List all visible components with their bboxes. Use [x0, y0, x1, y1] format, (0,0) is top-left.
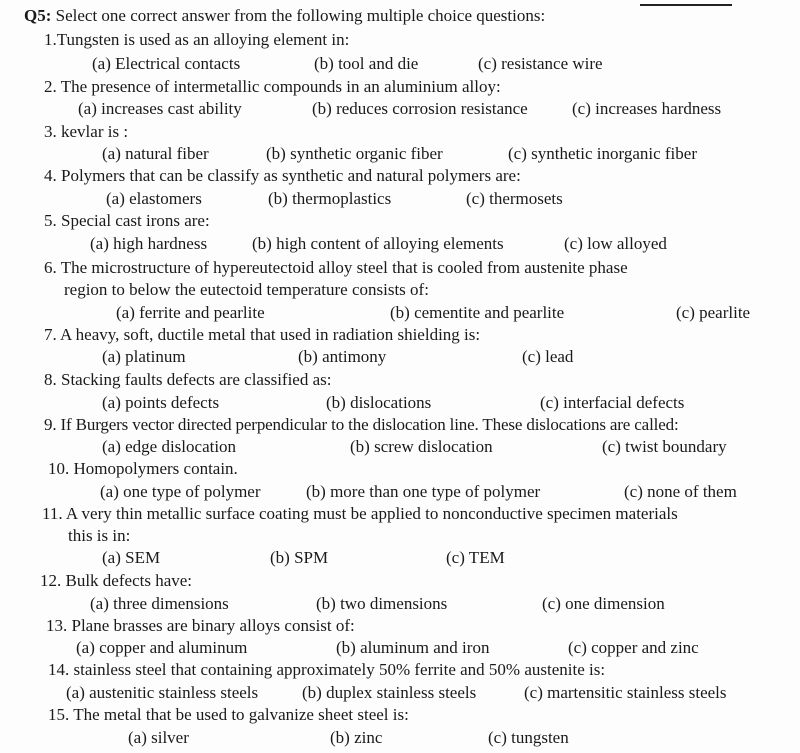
q5-option-c[interactable]: (c) low alloyed	[564, 234, 667, 253]
q1-option-c[interactable]: (c) resistance wire	[478, 54, 603, 73]
q15-option-b[interactable]: (b) zinc	[330, 728, 383, 747]
q7-option-a[interactable]: (a) platinum	[102, 347, 186, 366]
q9-option-b[interactable]: (b) screw dislocation	[350, 437, 493, 456]
question-header	[24, 6, 545, 26]
q8-option-b[interactable]: (b) dislocations	[326, 393, 432, 412]
q7-option-b[interactable]: (b) antimony	[298, 347, 387, 366]
question-15: 15. The metal that be used to galvanize sheet steel is:	[48, 705, 409, 724]
q11-option-c[interactable]: (c) TEM	[446, 548, 505, 567]
question-14: 14. stainless steel that containing approximately 50% ferrite and 50% austenite is:	[48, 660, 606, 679]
q6-option-c[interactable]: (c) pearlite	[676, 303, 751, 322]
question-label: Q5:	[24, 6, 52, 25]
question-11: 11. A very thin metallic surface coating must be applied to nonconductive specimen materials	[42, 504, 678, 523]
top-edge-mark	[640, 0, 732, 6]
q10-option-a[interactable]: (a) one type of polymer	[100, 482, 261, 501]
q2-option-a[interactable]: (a) increases cast ability	[78, 99, 242, 118]
q9-option-a[interactable]: (a) edge dislocation	[102, 437, 237, 456]
q8-option-c[interactable]: (c) interfacial defects	[540, 393, 685, 412]
q14-option-a[interactable]: (a) austenitic stainless steels	[66, 683, 259, 702]
q13-option-a[interactable]: (a) copper and aluminum	[76, 638, 248, 657]
q13-option-b[interactable]: (b) aluminum and iron	[336, 638, 490, 657]
question-12: 12. Bulk defects have:	[40, 571, 193, 590]
q4-option-b[interactable]: (b) thermoplastics	[268, 189, 392, 208]
question-1: 1.Tungsten is used as an alloying element in:	[44, 30, 350, 49]
q3-option-a[interactable]: (a) natural fiber	[102, 144, 209, 163]
q12-option-b[interactable]: (b) two dimensions	[316, 594, 448, 613]
question-5: 5. Special cast irons are:	[44, 211, 210, 230]
q13-option-c[interactable]: (c) copper and zinc	[568, 638, 699, 657]
question-6-continued: region to below the eutectoid temperature consists of:	[64, 280, 429, 299]
q2-option-b[interactable]: (b) reduces corrosion resistance	[312, 99, 528, 118]
q9-option-c[interactable]: (c) twist boundary	[602, 437, 727, 456]
question-3: 3. kevlar is :	[44, 122, 129, 141]
q10-option-b[interactable]: (b) more than one type of polymer	[306, 482, 541, 501]
q12-option-c[interactable]: (c) one dimension	[542, 594, 665, 613]
question-6: 6. The microstructure of hypereutectoid alloy steel that is cooled from austenite phase	[44, 258, 628, 277]
question-instruction: Select one correct answer from the following multiple choice questions:	[55, 6, 546, 25]
q12-option-a[interactable]: (a) three dimensions	[90, 594, 229, 613]
q2-option-c[interactable]: (c) increases hardness	[572, 99, 722, 118]
q7-option-c[interactable]: (c) lead	[522, 347, 574, 366]
q6-option-a[interactable]: (a) ferrite and pearlite	[116, 303, 265, 322]
question-8: 8. Stacking faults defects are classified as:	[44, 370, 332, 389]
q5-option-a[interactable]: (a) high hardness	[90, 234, 208, 253]
q3-option-c[interactable]: (c) synthetic inorganic fiber	[508, 144, 697, 163]
question-9: 9. If Burgers vector directed perpendicular to the dislocation line. These dislocations are called:	[44, 415, 679, 434]
q6-option-b[interactable]: (b) cementite and pearlite	[390, 303, 565, 322]
question-13: 13. Plane brasses are binary alloys consist of:	[46, 616, 355, 635]
q1-option-b[interactable]: (b) tool and die	[314, 54, 419, 73]
q5-option-b[interactable]: (b) high content of alloying elements	[252, 234, 504, 253]
q10-option-c[interactable]: (c) none of them	[624, 482, 737, 501]
q15-option-a[interactable]: (a) silver	[128, 728, 189, 747]
q11-option-a[interactable]: (a) SEM	[102, 548, 161, 567]
question-10: 10. Homopolymers contain.	[48, 459, 238, 478]
q15-option-c[interactable]: (c) tungsten	[488, 728, 569, 747]
question-11-continued: this is in:	[68, 526, 131, 545]
q4-option-c[interactable]: (c) thermosets	[466, 189, 563, 208]
question-2: 2. The presence of intermetallic compounds in an aluminium alloy:	[44, 77, 501, 96]
q4-option-a[interactable]: (a) elastomers	[106, 189, 202, 208]
question-7: 7. A heavy, soft, ductile metal that used in radiation shielding is:	[44, 325, 481, 344]
question-4: 4. Polymers that can be classify as synthetic and natural polymers are:	[44, 166, 521, 185]
q14-option-c[interactable]: (c) martensitic stainless steels	[524, 683, 727, 702]
q14-option-b[interactable]: (b) duplex stainless steels	[302, 683, 477, 702]
q3-option-b[interactable]: (b) synthetic organic fiber	[266, 144, 443, 163]
q8-option-a[interactable]: (a) points defects	[102, 393, 220, 412]
q1-option-a[interactable]: (a) Electrical contacts	[92, 54, 241, 73]
q11-option-b[interactable]: (b) SPM	[270, 548, 329, 567]
